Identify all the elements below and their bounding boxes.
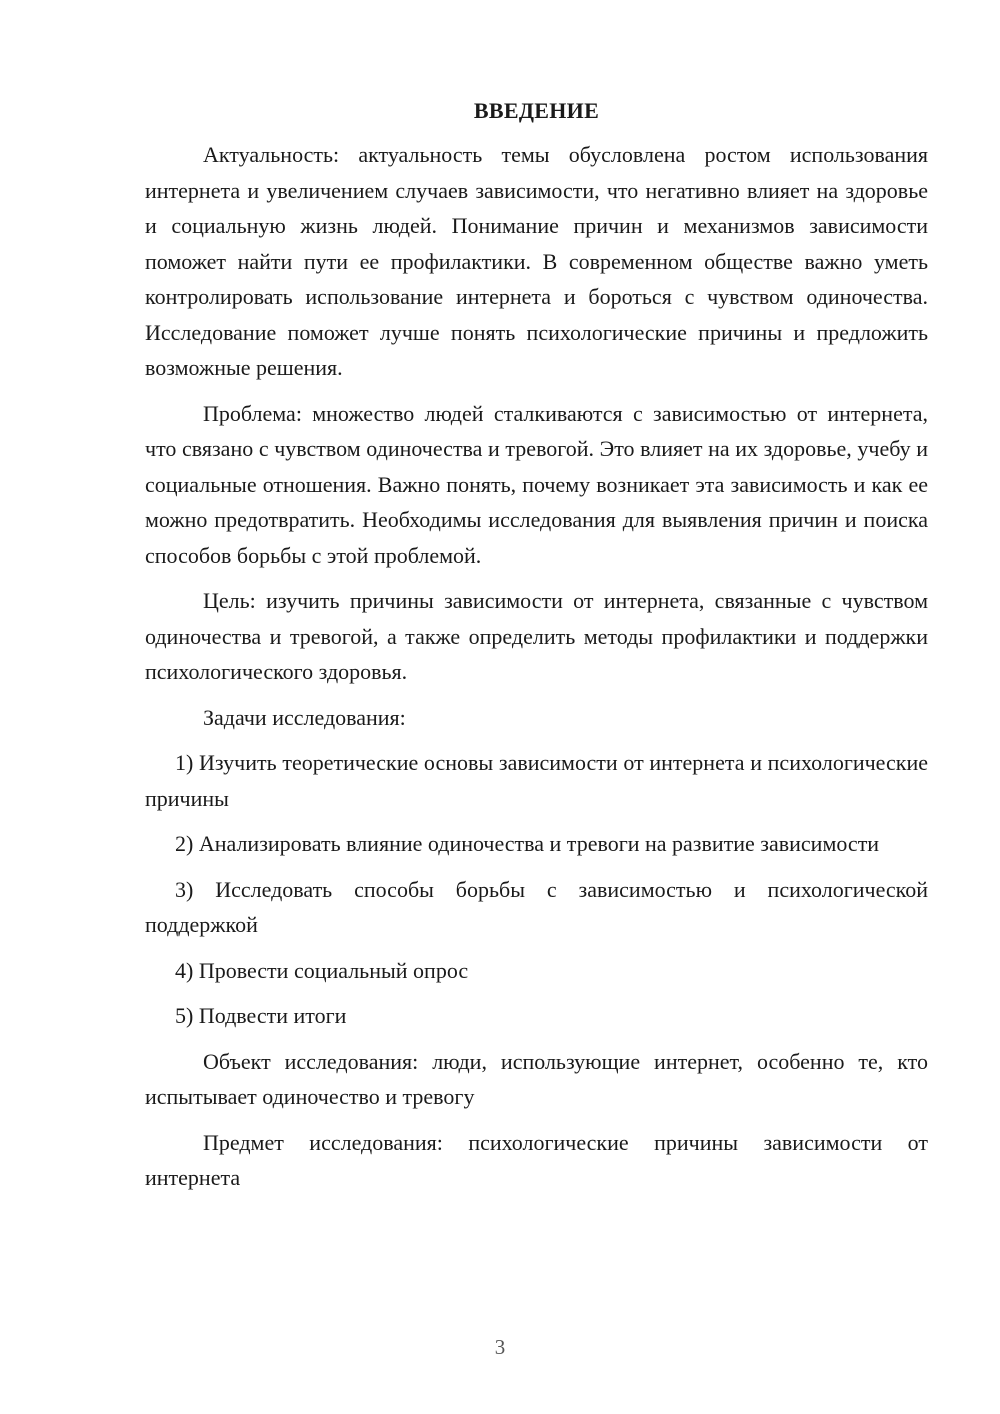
- task-item: 2) Анализировать влияние одиночества и тревоги на развитие зависимости: [175, 831, 880, 856]
- paragraph-tasks-heading: Задачи исследования:: [203, 704, 406, 730]
- task-item: 1) Изучить теоретические основы зависимости от интернета и психологические причины: [145, 750, 928, 811]
- paragraph-goal: Цель: изучить причины зависимости от интернета, связанные с чувством одиночества и тревогой, а также определить методы профилактики и поддержки психологического здоровья.: [145, 588, 928, 684]
- paragraph-subject: Предмет исследования: психологические причины зависимости от интернета: [145, 1129, 928, 1190]
- document-title: ВВЕДЕНИЕ: [473, 98, 600, 123]
- task-item: 3) Исследовать способы борьбы с зависимостью и психологической поддержкой: [145, 876, 928, 937]
- paragraph-problem: Проблема: множество людей сталкиваются с зависимостью от интернета, что связано с чувством одиночества и тревогой. Это влияет на их здоровье, учебу и социальные отношения. Важно понять, почему возникает эта зависимость и как ее можно предотвратить. Необходимы исследования для выявления причин и поиска способов борьбы с этой проблемой.: [145, 400, 928, 568]
- page-number: 3: [494, 1335, 506, 1359]
- task-item: 5) Подвести итоги: [175, 1003, 347, 1028]
- paragraph-relevance: Актуальность: актуальность темы обусловлена ростом использования интернета и увеличением случаев зависимости, что негативно влияет на здоровье и социальную жизнь людей. Понимание причин и механизмов зависимости поможет найти пути ее профилактики. В современном обществе важно уметь контролировать использование интернета и бороться с чувством одиночества. Исследование поможет лучше понять психологические причины и предложить возможные решения.: [145, 142, 928, 380]
- task-item: 4) Провести социальный опрос: [175, 957, 469, 983]
- paragraph-object: Объект исследования: люди, использующие интернет, особенно те, кто испытывает одиночество и тревогу: [145, 1048, 928, 1109]
- document-page: [145, 95, 928, 1196]
